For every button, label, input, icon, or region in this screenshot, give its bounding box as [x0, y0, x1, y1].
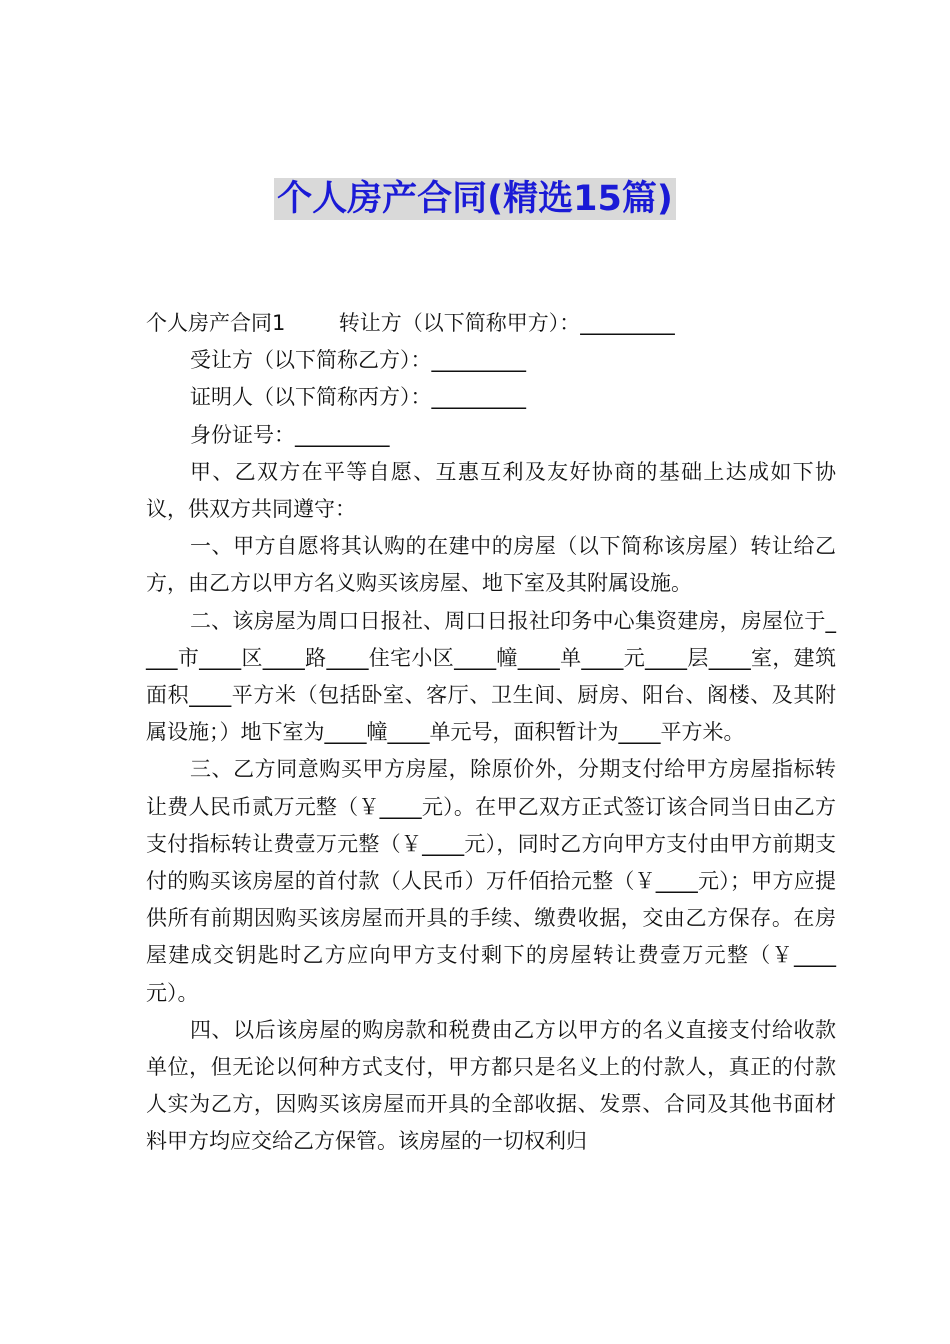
paragraph-clause-1: 一、甲方自愿将其认购的在建中的房屋（以下简称该房屋）转让给乙方，由乙方以甲方名义购买该房屋、地下室及其附属设施。: [146, 534, 836, 596]
document-body: [146, 305, 836, 1161]
paragraph-clause-2: 二、该房屋为周口日报社、周口日报社印务中心集资建房，房屋位于____市____区____路____住宅小区____幢____单____元____层____室，建筑面积____平方米（包括卧室、客厅、卫生间、厨房、阳台、阁楼、及其附属设施；）地下室为____幢____单元号，面积暂计为____平方米。: [146, 608, 836, 745]
paragraph-clause-3: 三、乙方同意购买甲方房屋，除原价外，分期支付给甲方房屋指标转让费人民币贰万元整（￥____元）。在甲乙双方正式签订该合同当日由乙方支付指标转让费壹万元整（￥____元），同时乙方向甲方支付由甲方前期支付的购买该房屋的首付款（人民币）万仟佰拾元整（￥____元）；甲方应提供所有前期因购买该房屋而开具的手续、缴费收据，交由乙方保存。在房屋建成交钥匙时乙方应向甲方支付剩下的房屋转让费壹万元整（￥____元）。: [146, 757, 836, 1005]
paragraph-clause-4: 四、以后该房屋的购房款和税费由乙方以甲方的名义直接支付给收款单位，但无论以何种方式支付，甲方都只是名义上的付款人，真正的付款人实为乙方，因购买该房屋而开具的全部收据、发票、合同及其他书面材料甲方均应交给乙方保管。该房屋的一切权利归: [146, 1017, 836, 1154]
paragraph-preamble: 甲、乙双方在平等自愿、互惠互利及友好协商的基础上达成如下协议，供双方共同遵守：: [146, 459, 836, 522]
paragraph-transferee: 受让方（以下简称乙方）：_________: [190, 348, 526, 373]
document-title: 个人房产合同(精选15篇): [274, 178, 676, 220]
paragraph-id-number: 身份证号：_________: [190, 422, 390, 447]
paragraph-witness: 证明人（以下简称丙方）：_________: [190, 385, 526, 410]
paragraph-contract-heading: 个人房产合同1 转让方（以下简称甲方）：_________: [146, 311, 675, 335]
title-container: [0, 178, 950, 220]
